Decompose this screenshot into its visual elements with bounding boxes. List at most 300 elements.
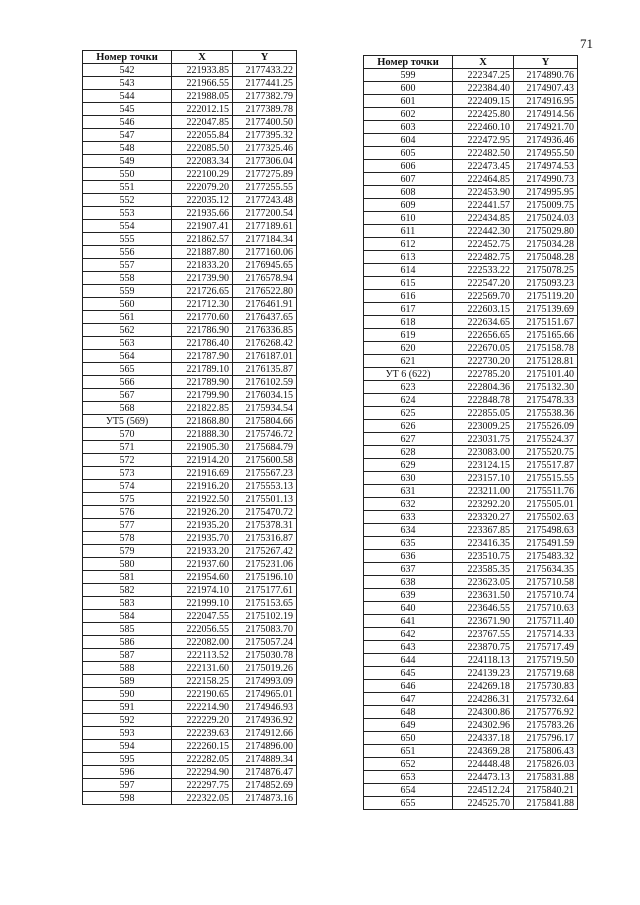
x-cell: 221954.60 bbox=[172, 571, 233, 584]
point-number-cell: 644 bbox=[364, 654, 453, 667]
x-cell: 221786.90 bbox=[172, 324, 233, 337]
table-row bbox=[83, 727, 297, 740]
x-cell: 222472.95 bbox=[453, 134, 514, 147]
table-row bbox=[83, 493, 297, 506]
y-cell: 2175730.83 bbox=[514, 680, 578, 693]
table-row bbox=[83, 675, 297, 688]
table-row bbox=[83, 207, 297, 220]
y-cell: 2175600.58 bbox=[233, 454, 297, 467]
point-number-cell: 557 bbox=[83, 259, 172, 272]
x-cell: 222569.70 bbox=[453, 290, 514, 303]
table-row bbox=[83, 311, 297, 324]
point-number-cell: 546 bbox=[83, 116, 172, 129]
y-cell: 2177389.78 bbox=[233, 103, 297, 116]
table-row bbox=[83, 337, 297, 350]
x-cell: 222322.05 bbox=[172, 792, 233, 805]
point-number-cell: 635 bbox=[364, 537, 453, 550]
point-number-cell: 646 bbox=[364, 680, 453, 693]
point-number-cell: 625 bbox=[364, 407, 453, 420]
y-cell: 2174889.34 bbox=[233, 753, 297, 766]
x-cell: 221916.20 bbox=[172, 480, 233, 493]
point-number-cell: 567 bbox=[83, 389, 172, 402]
table-row bbox=[83, 246, 297, 259]
y-cell: 2175714.33 bbox=[514, 628, 578, 641]
point-number-cell: 554 bbox=[83, 220, 172, 233]
y-cell: 2175165.66 bbox=[514, 329, 578, 342]
table-row bbox=[83, 363, 297, 376]
y-cell: 2177255.55 bbox=[233, 181, 297, 194]
y-cell: 2175267.42 bbox=[233, 545, 297, 558]
y-cell: 2174873.16 bbox=[233, 792, 297, 805]
y-cell: 2175719.68 bbox=[514, 667, 578, 680]
x-cell: 224118.13 bbox=[453, 654, 514, 667]
table-row bbox=[364, 316, 578, 329]
point-number-cell: 643 bbox=[364, 641, 453, 654]
x-cell: 221739.90 bbox=[172, 272, 233, 285]
table-row bbox=[364, 550, 578, 563]
x-cell: 221933.85 bbox=[172, 64, 233, 77]
x-cell: 222409.15 bbox=[453, 95, 514, 108]
x-cell: 222670.05 bbox=[453, 342, 514, 355]
point-number-cell: УТ5 (569) bbox=[83, 415, 172, 428]
point-number-cell: 630 bbox=[364, 472, 453, 485]
point-number-cell: 637 bbox=[364, 563, 453, 576]
table-row bbox=[364, 641, 578, 654]
y-cell: 2174916.95 bbox=[514, 95, 578, 108]
point-number-cell: 652 bbox=[364, 758, 453, 771]
y-cell: 2175024.03 bbox=[514, 212, 578, 225]
point-number-cell: 551 bbox=[83, 181, 172, 194]
table-row bbox=[83, 558, 297, 571]
point-number-cell: 604 bbox=[364, 134, 453, 147]
point-number-cell: 579 bbox=[83, 545, 172, 558]
table-row bbox=[83, 103, 297, 116]
y-cell: 2175030.78 bbox=[233, 649, 297, 662]
table-row bbox=[364, 771, 578, 784]
table-row bbox=[83, 402, 297, 415]
y-cell: 2175710.63 bbox=[514, 602, 578, 615]
point-number-cell: 545 bbox=[83, 103, 172, 116]
y-cell: 2175553.13 bbox=[233, 480, 297, 493]
x-cell: 222730.20 bbox=[453, 355, 514, 368]
y-cell: 2175505.01 bbox=[514, 498, 578, 511]
table-row bbox=[364, 368, 578, 381]
y-cell: 2175102.19 bbox=[233, 610, 297, 623]
y-cell: 2177306.04 bbox=[233, 155, 297, 168]
point-number-cell: 642 bbox=[364, 628, 453, 641]
table-row bbox=[83, 220, 297, 233]
x-cell: 222113.52 bbox=[172, 649, 233, 662]
y-cell: 2174936.92 bbox=[233, 714, 297, 727]
x-cell: 222012.15 bbox=[172, 103, 233, 116]
table-row bbox=[83, 298, 297, 311]
y-cell: 2175776.92 bbox=[514, 706, 578, 719]
y-cell: 2175746.72 bbox=[233, 428, 297, 441]
point-number-cell: 574 bbox=[83, 480, 172, 493]
x-cell: 222294.90 bbox=[172, 766, 233, 779]
table-row bbox=[364, 498, 578, 511]
y-cell: 2175831.88 bbox=[514, 771, 578, 784]
point-number-cell: 617 bbox=[364, 303, 453, 316]
x-cell: 223671.90 bbox=[453, 615, 514, 628]
table-row bbox=[364, 173, 578, 186]
x-cell: 223031.75 bbox=[453, 433, 514, 446]
y-cell: 2174974.53 bbox=[514, 160, 578, 173]
point-number-cell: 555 bbox=[83, 233, 172, 246]
table-row bbox=[83, 467, 297, 480]
y-cell: 2177441.25 bbox=[233, 77, 297, 90]
y-cell: 2176102.59 bbox=[233, 376, 297, 389]
x-cell: 222425.80 bbox=[453, 108, 514, 121]
y-cell: 2177184.34 bbox=[233, 233, 297, 246]
table-row bbox=[364, 628, 578, 641]
x-cell: 223416.35 bbox=[453, 537, 514, 550]
point-number-cell: 624 bbox=[364, 394, 453, 407]
table-row bbox=[83, 285, 297, 298]
x-cell: 221926.20 bbox=[172, 506, 233, 519]
table-row bbox=[364, 303, 578, 316]
x-cell: 222452.75 bbox=[453, 238, 514, 251]
point-number-cell: 609 bbox=[364, 199, 453, 212]
x-cell: 222214.90 bbox=[172, 701, 233, 714]
table-row bbox=[83, 168, 297, 181]
x-cell: 221916.69 bbox=[172, 467, 233, 480]
x-cell: 223157.10 bbox=[453, 472, 514, 485]
table-row bbox=[83, 571, 297, 584]
point-number-cell: 641 bbox=[364, 615, 453, 628]
x-cell: 221770.60 bbox=[172, 311, 233, 324]
y-cell: 2175177.61 bbox=[233, 584, 297, 597]
x-cell: 224512.24 bbox=[453, 784, 514, 797]
table-row bbox=[364, 108, 578, 121]
table-row bbox=[364, 381, 578, 394]
table-row bbox=[83, 415, 297, 428]
x-cell: 221905.30 bbox=[172, 441, 233, 454]
table-row bbox=[83, 701, 297, 714]
point-number-cell: 596 bbox=[83, 766, 172, 779]
table-row bbox=[83, 389, 297, 402]
y-cell: 2175119.20 bbox=[514, 290, 578, 303]
table-row bbox=[364, 654, 578, 667]
y-cell: 2175717.49 bbox=[514, 641, 578, 654]
x-cell: 222260.15 bbox=[172, 740, 233, 753]
point-number-cell: 543 bbox=[83, 77, 172, 90]
table-row bbox=[364, 134, 578, 147]
point-number-cell: 585 bbox=[83, 623, 172, 636]
y-cell: 2174921.70 bbox=[514, 121, 578, 134]
point-number-cell: 607 bbox=[364, 173, 453, 186]
table-row bbox=[364, 563, 578, 576]
x-cell: 224139.23 bbox=[453, 667, 514, 680]
x-cell: 222047.85 bbox=[172, 116, 233, 129]
table-row bbox=[364, 797, 578, 810]
point-number-cell: 565 bbox=[83, 363, 172, 376]
table-row bbox=[364, 758, 578, 771]
point-number-cell: 598 bbox=[83, 792, 172, 805]
x-cell: 222848.78 bbox=[453, 394, 514, 407]
point-number-cell: 548 bbox=[83, 142, 172, 155]
y-cell: 2175048.28 bbox=[514, 251, 578, 264]
point-number-cell: 563 bbox=[83, 337, 172, 350]
table-row bbox=[364, 95, 578, 108]
point-number-cell: 559 bbox=[83, 285, 172, 298]
y-cell: 2175567.23 bbox=[233, 467, 297, 480]
x-cell: 221966.55 bbox=[172, 77, 233, 90]
point-number-cell: 615 bbox=[364, 277, 453, 290]
x-cell: 222603.15 bbox=[453, 303, 514, 316]
table-row bbox=[83, 610, 297, 623]
y-cell: 2174936.46 bbox=[514, 134, 578, 147]
point-number-cell: 599 bbox=[364, 69, 453, 82]
x-cell: 223646.55 bbox=[453, 602, 514, 615]
x-cell: 222297.75 bbox=[172, 779, 233, 792]
x-cell: 221787.90 bbox=[172, 350, 233, 363]
x-cell: 223124.15 bbox=[453, 459, 514, 472]
table-row bbox=[83, 142, 297, 155]
x-cell: 221726.65 bbox=[172, 285, 233, 298]
x-cell: 222547.20 bbox=[453, 277, 514, 290]
point-number-cell: 653 bbox=[364, 771, 453, 784]
point-number-cell: 571 bbox=[83, 441, 172, 454]
y-cell: 2175151.67 bbox=[514, 316, 578, 329]
table-row bbox=[364, 472, 578, 485]
point-number-cell: 580 bbox=[83, 558, 172, 571]
point-number-cell: 552 bbox=[83, 194, 172, 207]
point-number-cell: 611 bbox=[364, 225, 453, 238]
point-number-cell: 573 bbox=[83, 467, 172, 480]
x-cell: 222083.34 bbox=[172, 155, 233, 168]
y-cell: 2175153.65 bbox=[233, 597, 297, 610]
x-cell: 222239.63 bbox=[172, 727, 233, 740]
point-number-cell: 648 bbox=[364, 706, 453, 719]
point-number-header: Номер точки bbox=[83, 51, 172, 64]
table-row bbox=[83, 740, 297, 753]
point-number-cell: 619 bbox=[364, 329, 453, 342]
point-number-cell: 608 bbox=[364, 186, 453, 199]
x-cell: 221937.60 bbox=[172, 558, 233, 571]
point-number-cell: 600 bbox=[364, 82, 453, 95]
coordinates-table-left bbox=[82, 50, 297, 805]
point-number-cell: 610 bbox=[364, 212, 453, 225]
point-number-cell: 568 bbox=[83, 402, 172, 415]
point-number-cell: 578 bbox=[83, 532, 172, 545]
table-row bbox=[364, 576, 578, 589]
y-cell: 2177160.06 bbox=[233, 246, 297, 259]
table-row bbox=[364, 264, 578, 277]
y-cell: 2175711.40 bbox=[514, 615, 578, 628]
y-cell: 2175501.13 bbox=[233, 493, 297, 506]
point-number-cell: 647 bbox=[364, 693, 453, 706]
table-row bbox=[83, 480, 297, 493]
table-row bbox=[364, 680, 578, 693]
x-cell: 222441.57 bbox=[453, 199, 514, 212]
point-number-cell: 572 bbox=[83, 454, 172, 467]
y-cell: 2175019.26 bbox=[233, 662, 297, 675]
point-number-cell: 638 bbox=[364, 576, 453, 589]
y-cell: 2177433.22 bbox=[233, 64, 297, 77]
x-header: X bbox=[453, 56, 514, 69]
table-row bbox=[83, 90, 297, 103]
point-number-cell: 651 bbox=[364, 745, 453, 758]
table-row bbox=[83, 77, 297, 90]
point-number-cell: 594 bbox=[83, 740, 172, 753]
y-cell: 2177325.46 bbox=[233, 142, 297, 155]
table-row bbox=[364, 407, 578, 420]
table-header-row bbox=[364, 56, 578, 69]
x-cell: 222384.40 bbox=[453, 82, 514, 95]
x-cell: 221933.20 bbox=[172, 545, 233, 558]
point-number-cell: 542 bbox=[83, 64, 172, 77]
x-cell: 222482.75 bbox=[453, 251, 514, 264]
y-cell: 2176268.42 bbox=[233, 337, 297, 350]
y-cell: 2174852.69 bbox=[233, 779, 297, 792]
table-row bbox=[83, 584, 297, 597]
point-number-cell: 655 bbox=[364, 797, 453, 810]
x-cell: 222460.10 bbox=[453, 121, 514, 134]
table-row bbox=[364, 147, 578, 160]
table-row bbox=[83, 779, 297, 792]
table-row bbox=[83, 532, 297, 545]
table-row bbox=[83, 597, 297, 610]
point-number-cell: 566 bbox=[83, 376, 172, 389]
x-cell: 223009.25 bbox=[453, 420, 514, 433]
point-number-cell: 581 bbox=[83, 571, 172, 584]
point-number-cell: 593 bbox=[83, 727, 172, 740]
point-number-cell: 627 bbox=[364, 433, 453, 446]
point-number-cell: 616 bbox=[364, 290, 453, 303]
x-cell: 222131.60 bbox=[172, 662, 233, 675]
point-number-cell: 618 bbox=[364, 316, 453, 329]
point-number-cell: 560 bbox=[83, 298, 172, 311]
y-cell: 2176522.80 bbox=[233, 285, 297, 298]
y-cell: 2174896.00 bbox=[233, 740, 297, 753]
x-cell: 221799.90 bbox=[172, 389, 233, 402]
x-cell: 222229.20 bbox=[172, 714, 233, 727]
y-cell: 2175378.31 bbox=[233, 519, 297, 532]
x-cell: 222100.29 bbox=[172, 168, 233, 181]
table-row bbox=[364, 420, 578, 433]
x-cell: 223767.55 bbox=[453, 628, 514, 641]
x-cell: 221988.05 bbox=[172, 90, 233, 103]
table-row bbox=[83, 766, 297, 779]
y-cell: 2177395.32 bbox=[233, 129, 297, 142]
x-cell: 221935.66 bbox=[172, 207, 233, 220]
y-cell: 2174990.73 bbox=[514, 173, 578, 186]
x-cell: 222634.65 bbox=[453, 316, 514, 329]
point-number-cell: 591 bbox=[83, 701, 172, 714]
y-cell: 2175526.09 bbox=[514, 420, 578, 433]
table-row bbox=[83, 155, 297, 168]
table-row bbox=[364, 602, 578, 615]
x-cell: 221789.90 bbox=[172, 376, 233, 389]
y-cell: 2175806.43 bbox=[514, 745, 578, 758]
point-number-cell: 639 bbox=[364, 589, 453, 602]
table-row bbox=[83, 545, 297, 558]
x-cell: 222533.22 bbox=[453, 264, 514, 277]
point-number-cell: 629 bbox=[364, 459, 453, 472]
table-row bbox=[83, 792, 297, 805]
y-cell: 2174907.43 bbox=[514, 82, 578, 95]
y-cell: 2175483.32 bbox=[514, 550, 578, 563]
table-row bbox=[364, 615, 578, 628]
table-row bbox=[83, 233, 297, 246]
table-row bbox=[83, 350, 297, 363]
y-cell: 2174876.47 bbox=[233, 766, 297, 779]
table-row bbox=[83, 272, 297, 285]
y-cell: 2175132.30 bbox=[514, 381, 578, 394]
table-row bbox=[364, 537, 578, 550]
point-number-cell: 561 bbox=[83, 311, 172, 324]
point-number-cell: 649 bbox=[364, 719, 453, 732]
table-row bbox=[364, 290, 578, 303]
y-cell: 2175517.87 bbox=[514, 459, 578, 472]
point-number-cell: 633 bbox=[364, 511, 453, 524]
point-number-cell: 590 bbox=[83, 688, 172, 701]
y-cell: 2175196.10 bbox=[233, 571, 297, 584]
y-cell: 2177400.50 bbox=[233, 116, 297, 129]
x-cell: 221914.20 bbox=[172, 454, 233, 467]
table-row bbox=[364, 459, 578, 472]
point-number-cell: 547 bbox=[83, 129, 172, 142]
y-cell: 2175316.87 bbox=[233, 532, 297, 545]
x-cell: 223367.85 bbox=[453, 524, 514, 537]
x-cell: 222047.55 bbox=[172, 610, 233, 623]
x-cell: 221935.20 bbox=[172, 519, 233, 532]
page-number: 71 bbox=[580, 36, 593, 51]
x-cell: 223623.05 bbox=[453, 576, 514, 589]
table-row bbox=[83, 519, 297, 532]
y-cell: 2175470.72 bbox=[233, 506, 297, 519]
y-header: Y bbox=[514, 56, 578, 69]
x-cell: 221935.70 bbox=[172, 532, 233, 545]
x-cell: 222190.65 bbox=[172, 688, 233, 701]
y-cell: 2174955.50 bbox=[514, 147, 578, 160]
y-cell: 2175009.75 bbox=[514, 199, 578, 212]
point-number-cell: 570 bbox=[83, 428, 172, 441]
y-cell: 2175101.40 bbox=[514, 368, 578, 381]
point-number-cell: 556 bbox=[83, 246, 172, 259]
table-row bbox=[83, 428, 297, 441]
table-row bbox=[83, 194, 297, 207]
table-row bbox=[83, 623, 297, 636]
y-cell: 2175934.54 bbox=[233, 402, 297, 415]
x-cell: 223211.00 bbox=[453, 485, 514, 498]
point-number-cell: 577 bbox=[83, 519, 172, 532]
table-row bbox=[83, 649, 297, 662]
x-cell: 223083.00 bbox=[453, 446, 514, 459]
table-row bbox=[83, 662, 297, 675]
x-cell: 222442.30 bbox=[453, 225, 514, 238]
y-cell: 2175511.76 bbox=[514, 485, 578, 498]
point-number-cell: 592 bbox=[83, 714, 172, 727]
y-cell: 2174965.01 bbox=[233, 688, 297, 701]
point-number-cell: 621 bbox=[364, 355, 453, 368]
point-number-cell: 576 bbox=[83, 506, 172, 519]
x-cell: 221999.10 bbox=[172, 597, 233, 610]
y-cell: 2175520.75 bbox=[514, 446, 578, 459]
point-number-cell: 636 bbox=[364, 550, 453, 563]
x-cell: 222434.85 bbox=[453, 212, 514, 225]
table-row bbox=[364, 719, 578, 732]
table-row bbox=[364, 706, 578, 719]
x-cell: 222804.36 bbox=[453, 381, 514, 394]
table-row bbox=[364, 186, 578, 199]
point-number-cell: 645 bbox=[364, 667, 453, 680]
table-row bbox=[364, 667, 578, 680]
point-number-cell: 544 bbox=[83, 90, 172, 103]
table-row bbox=[83, 376, 297, 389]
table-row bbox=[364, 355, 578, 368]
